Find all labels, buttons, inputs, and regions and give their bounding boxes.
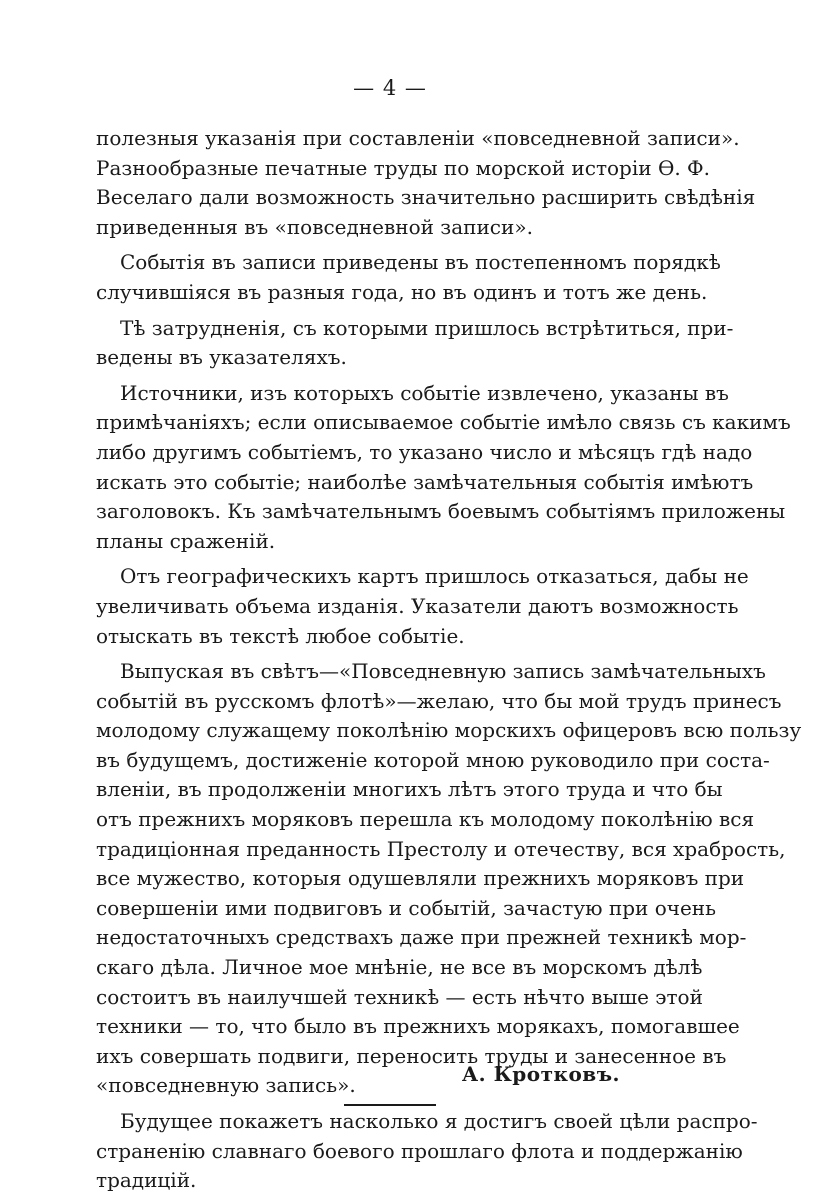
text-line: страненію славнаго боевого прошлаго флота и поддержанію	[96, 1138, 743, 1163]
text-line: увеличивать объема изданія. Указатели даютъ возможность	[96, 593, 739, 618]
paragraph	[96, 562, 749, 651]
paragraph	[96, 1107, 758, 1196]
text-line: «повседневную запись».	[96, 1073, 356, 1098]
text-line: искать это событіе; наиболѣе замѣчательныя событія имѣютъ	[96, 469, 754, 494]
text-line: заголовокъ. Къ замѣчательнымъ боевымъ событіямъ приложены	[96, 499, 786, 524]
text-line: техники — то, что было въ прежнихъ морякахъ, помогавшее	[96, 1014, 740, 1039]
text-line: скаго дѣла. Личное мое мнѣніе, не все въ морскомъ дѣлѣ	[96, 955, 703, 980]
text-line: полезныя указанія при составленіи «повседневной записи».	[96, 126, 740, 150]
text-line: Веселаго дали возможность значительно расширить свѣдѣнія	[96, 185, 756, 210]
text-line: ведены въ указателяхъ.	[96, 345, 347, 370]
text-line: Разнообразные печатные труды по морской исторіи Ѳ. Ф.	[96, 155, 711, 180]
text-line: молодому служащему поколѣнію морскихъ офицеровъ всю пользу	[96, 718, 802, 743]
text-line: все мужество, которыя одушевляли прежнихъ моряковъ при	[96, 866, 745, 891]
text-line: ихъ совершать подвиги, переносить труды и занесенное въ	[96, 1043, 727, 1068]
closing-rule	[344, 1104, 436, 1106]
text-line: Будущее покажетъ насколько я достигъ своей цѣли распро-	[120, 1109, 758, 1133]
text-line: въ будущемъ, достиженіе которой мною руководило при соста-	[96, 747, 770, 772]
author-signature: А. Кротковъ.	[461, 1062, 620, 1086]
text-line: состоитъ въ наилучшей техникѣ — есть нѣчто выше этой	[96, 984, 703, 1009]
text-line: отъ прежнихъ моряковъ перешла къ молодому поколѣнію вся	[96, 807, 755, 832]
text-line: приведенныя въ «повседневной записи».	[96, 214, 533, 239]
body-text	[96, 124, 802, 1202]
text-line: либо другимъ событіемъ, то указано число и мѣсяцъ гдѣ надо	[96, 439, 753, 464]
text-line: совершеніи ими подвиговъ и событій, зачастую при очень	[96, 895, 717, 920]
page-number: — 4 —	[353, 76, 427, 100]
text-line: вленіи, въ продолженіи многихъ лѣтъ этого труда и что бы	[96, 777, 723, 802]
text-line: событій въ русскомъ флотѣ»—желаю, что бы мой трудъ принесъ	[96, 688, 782, 713]
paragraph	[96, 248, 721, 307]
text-line: планы сраженій.	[96, 528, 276, 553]
paragraph	[96, 379, 791, 557]
text-line: Выпуская въ свѣтъ—«Повседневную запись замѣчательныхъ	[120, 659, 766, 684]
paragraph	[96, 314, 734, 373]
paragraph	[96, 657, 802, 1101]
text-line: Событія въ записи приведены въ постепенномъ порядкѣ	[120, 250, 721, 275]
text-line: Тѣ затрудненія, съ которыми пришлось встрѣтиться, при-	[120, 315, 734, 340]
text-line: примѣчаніяхъ; если описываемое событіе имѣло связь съ какимъ	[96, 410, 791, 435]
text-line: Отъ географическихъ картъ пришлось отказаться, дабы не	[120, 564, 749, 589]
text-line: Источники, изъ которыхъ событіе извлечено, указаны въ	[120, 380, 729, 405]
paragraph	[96, 124, 756, 242]
text-line: традицій.	[96, 1168, 197, 1193]
text-line: традиціонная преданность Престолу и отечеству, вся храбрость,	[96, 836, 786, 861]
text-line: отыскать въ текстѣ любое событіе.	[96, 623, 465, 648]
text-line: недостаточныхъ средствахъ даже при прежней техникѣ мор-	[96, 925, 747, 950]
text-line: случившіяся въ разныя года, но въ одинъ и тотъ же день.	[96, 279, 708, 304]
